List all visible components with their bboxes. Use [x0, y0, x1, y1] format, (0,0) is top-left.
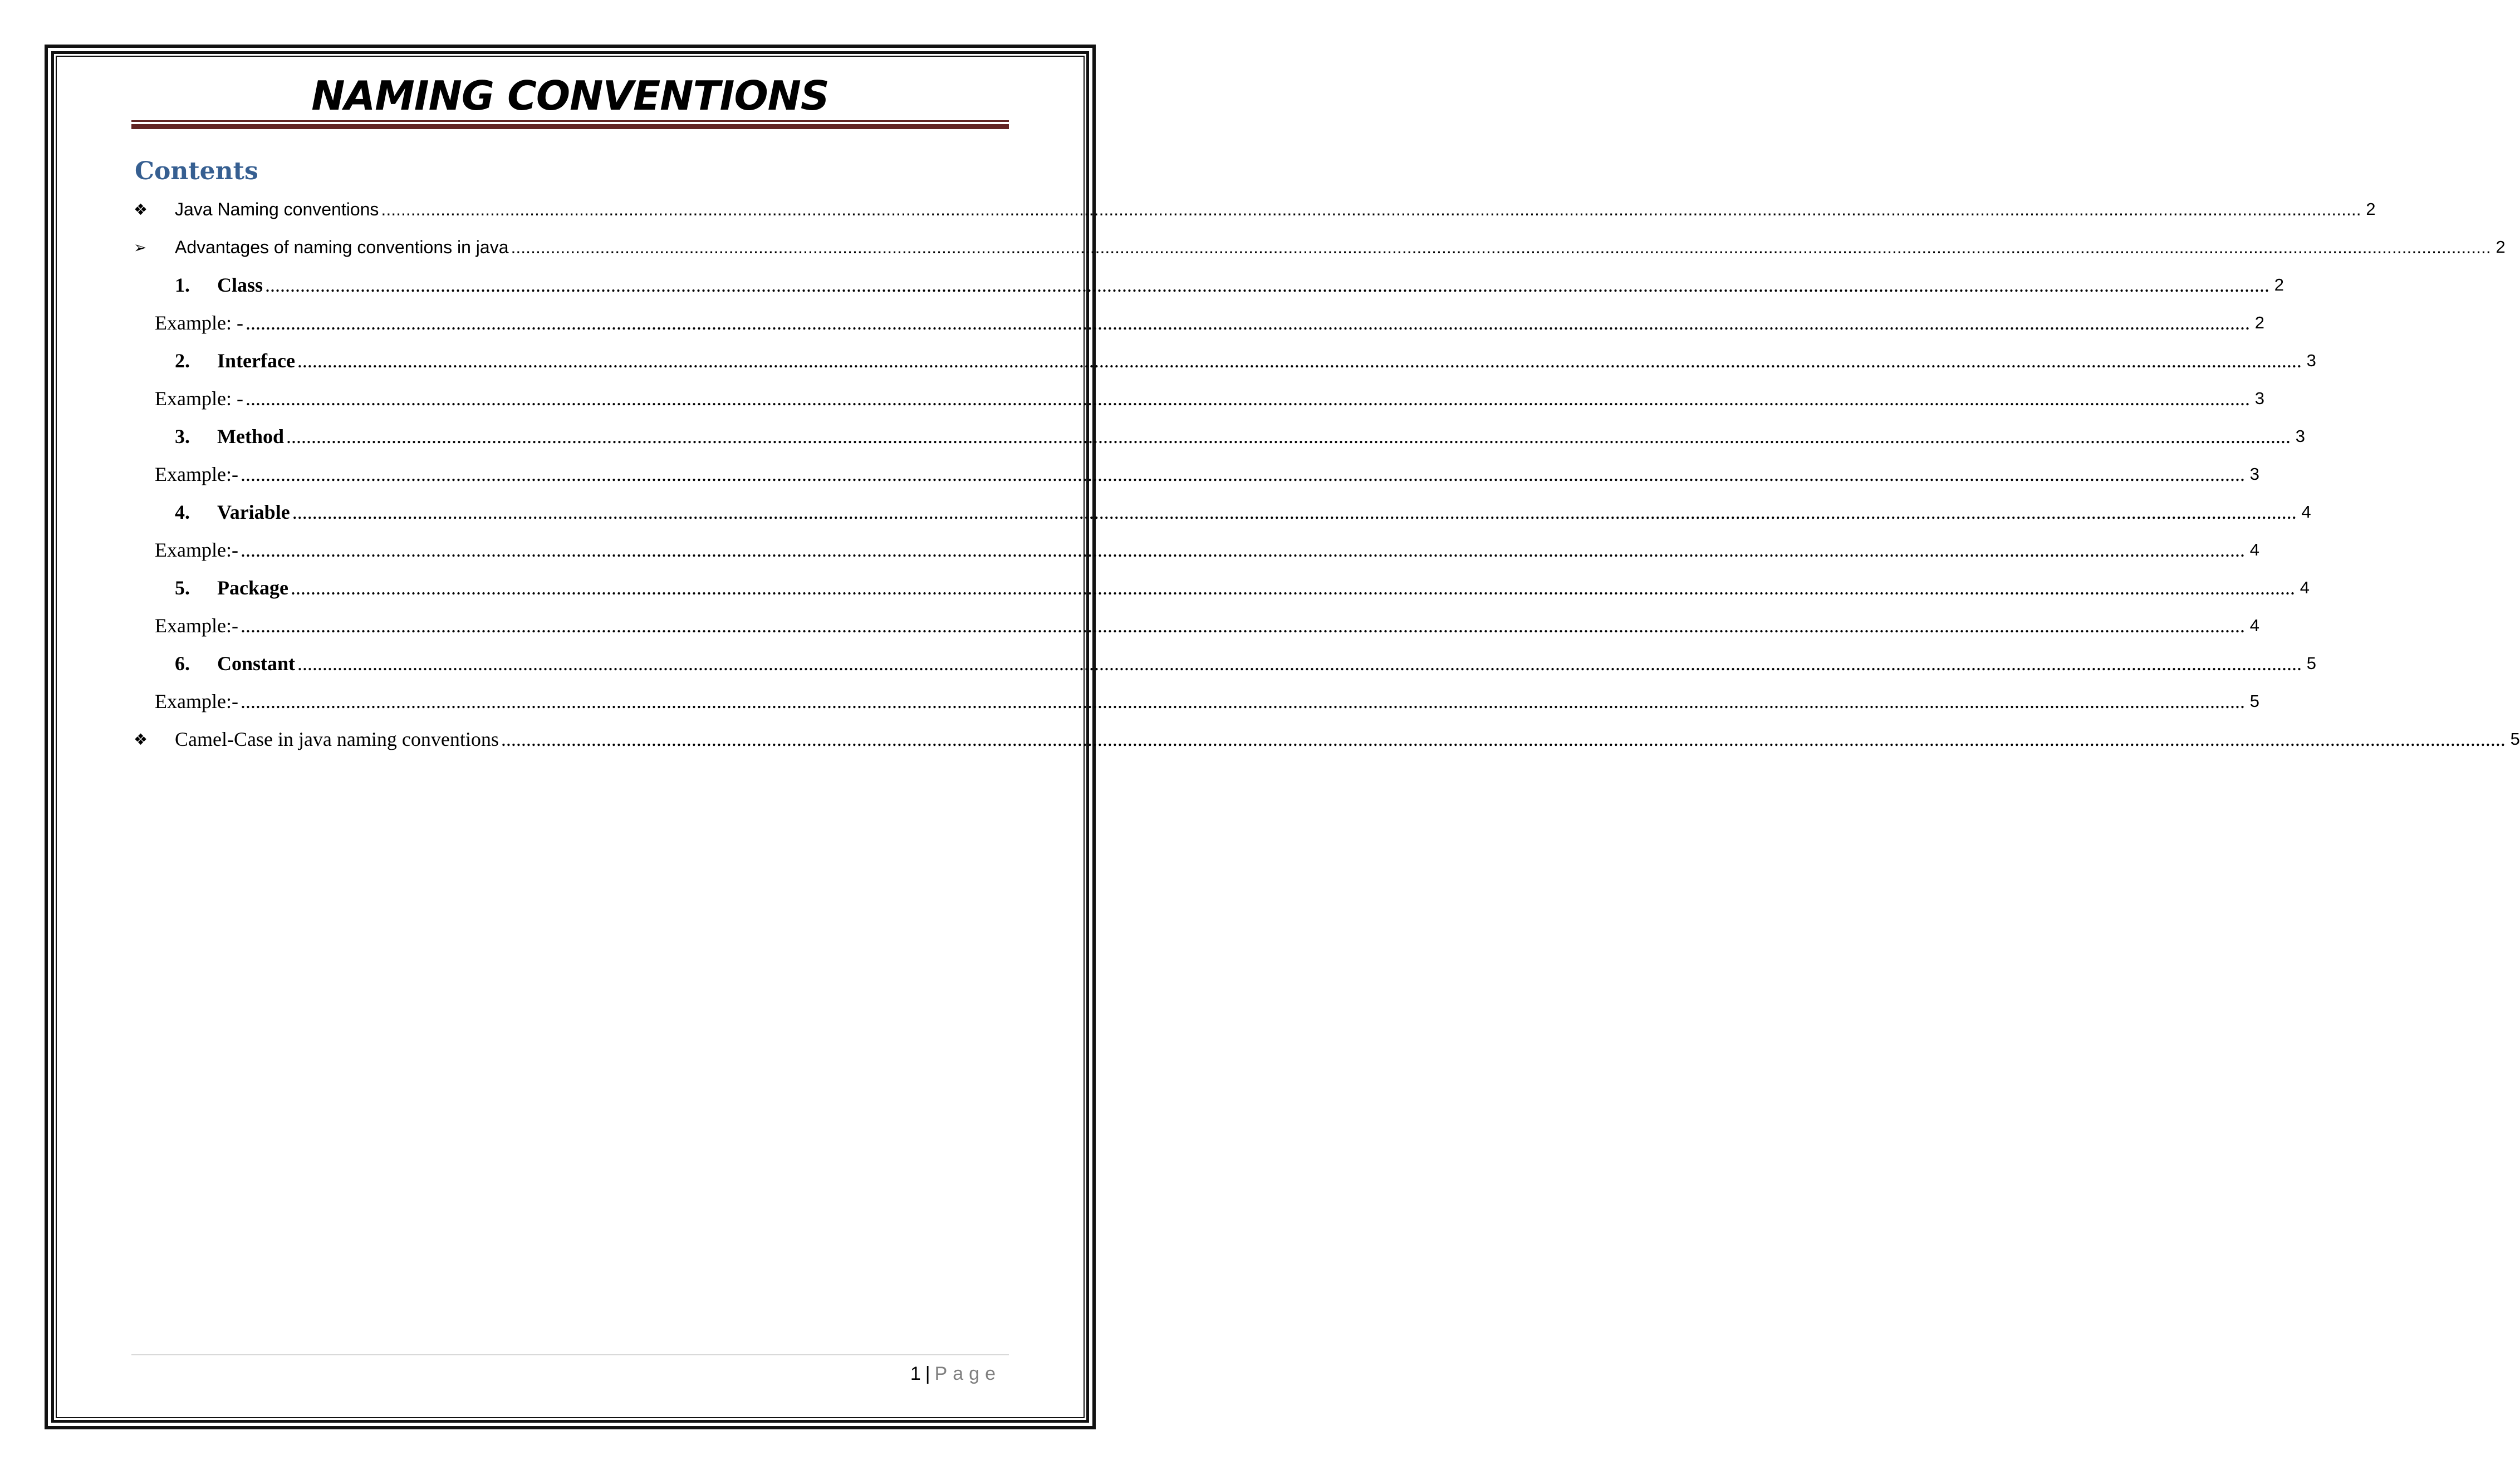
toc-leader-dots: ................................................................................................................................................................................................................................................................................................................................................................................................................: [265, 274, 2270, 296]
toc-leader-dots: ................................................................................................................................................................................................................................................................................................................................................................................................................: [501, 728, 2506, 750]
toc-entry-text: Example: -: [155, 312, 243, 334]
toc-entry-number: 6.: [175, 652, 190, 675]
toc-entry-text: Advantages of naming conventions in java: [175, 237, 509, 257]
toc-entry-text: Java Naming conventions: [175, 199, 379, 219]
toc-page-number: 4: [2301, 502, 2311, 522]
diamond-bullet-icon: ❖: [134, 200, 148, 219]
toc-leader-dots: ................................................................................................................................................................................................................................................................................................................................................................................................................: [286, 425, 2291, 448]
toc-leader-dots: ................................................................................................................................................................................................................................................................................................................................................................................................................: [381, 199, 2361, 219]
toc-entry[interactable]: [134, 529, 2259, 567]
diamond-bullet-icon: ❖: [134, 730, 148, 749]
toc-entry-text: Class: [217, 274, 263, 296]
toc-leader-dots: ................................................................................................................................................................................................................................................................................................................................................................................................................: [290, 577, 2295, 599]
toc-leader-dots: ................................................................................................................................................................................................................................................................................................................................................................................................................: [240, 614, 2245, 637]
toc-entry-text: Example:-: [155, 539, 238, 561]
toc-page-number: 2: [2254, 313, 2264, 332]
toc-entry-text: Method: [217, 425, 284, 448]
toc-leader-dots: ................................................................................................................................................................................................................................................................................................................................................................................................................: [511, 237, 2491, 257]
toc-entry-text: Example:-: [155, 463, 238, 485]
toc-page-number: 3: [2295, 426, 2305, 446]
toc-entry-text: Package: [217, 577, 288, 599]
toc-entry[interactable]: [134, 415, 2305, 453]
toc-leader-dots: ................................................................................................................................................................................................................................................................................................................................................................................................................: [240, 463, 2245, 485]
toc-entry-number: 4.: [175, 501, 190, 523]
toc-leader-dots: ................................................................................................................................................................................................................................................................................................................................................................................................................: [297, 350, 2302, 372]
toc-leader-dots: ................................................................................................................................................................................................................................................................................................................................................................................................................: [245, 312, 2250, 334]
toc-page-number: 4: [2249, 540, 2259, 559]
toc-entry-number: 2.: [175, 350, 190, 372]
toc-entry[interactable]: [134, 226, 2506, 264]
title-rule-thick: [131, 124, 1009, 129]
toc-entry-text: Example:-: [155, 690, 238, 712]
toc-page-number: 4: [2300, 578, 2310, 597]
toc-entry-number: 3.: [175, 425, 190, 448]
toc-entry-number: 5.: [175, 577, 190, 599]
toc-entry-text: Constant: [217, 652, 296, 675]
toc-page-number: 5: [2249, 691, 2259, 711]
toc-page-number: 2: [2274, 275, 2284, 294]
toc-entry[interactable]: [134, 453, 2259, 491]
toc-entry-text: Interface: [217, 350, 295, 372]
toc-entry-text: Example:-: [155, 614, 238, 637]
toc-page-number: 2: [2366, 199, 2376, 219]
toc-entry[interactable]: [134, 604, 2259, 642]
toc-page-number: 2: [2496, 237, 2506, 257]
toc-entry[interactable]: [134, 340, 2316, 377]
toc-entry[interactable]: [134, 377, 2264, 415]
toc-leader-dots: ................................................................................................................................................................................................................................................................................................................................................................................................................: [240, 690, 2245, 712]
toc-page-number: 3: [2249, 464, 2259, 484]
toc-leader-dots: ................................................................................................................................................................................................................................................................................................................................................................................................................: [240, 539, 2245, 561]
toc-page-number: 5: [2306, 653, 2317, 673]
toc-page-number: 4: [2249, 616, 2259, 635]
toc-entry[interactable]: [134, 302, 2264, 340]
title-rule-thin: [131, 120, 1009, 122]
toc-entry[interactable]: [134, 264, 2284, 302]
page-footer: [910, 1358, 1001, 1389]
toc-entry-text: Example: -: [155, 387, 243, 410]
toc-page-number: 3: [2306, 351, 2316, 370]
toc-leader-dots: ................................................................................................................................................................................................................................................................................................................................................................................................................: [297, 652, 2302, 675]
footer-page-number: 1: [910, 1363, 921, 1384]
toc-entry[interactable]: [134, 188, 2376, 226]
toc-heading: Contents: [135, 157, 258, 185]
footer-separator: |: [925, 1363, 930, 1384]
toc-entry-text: Variable: [217, 501, 290, 523]
toc-entry[interactable]: [134, 718, 2520, 756]
toc-leader-dots: ................................................................................................................................................................................................................................................................................................................................................................................................................: [292, 501, 2297, 523]
toc-entry-text: Camel-Case in java naming conventions: [175, 728, 499, 750]
document-title: NAMING CONVENTIONS: [311, 72, 829, 119]
toc-entry-number: 1.: [175, 274, 190, 296]
arrow-bullet-icon: ➢: [134, 238, 147, 257]
toc-leader-dots: ................................................................................................................................................................................................................................................................................................................................................................................................................: [245, 387, 2250, 410]
toc-page-number: 3: [2254, 389, 2264, 408]
footer-page-word: Page: [934, 1363, 1001, 1384]
toc-entry[interactable]: [134, 642, 2317, 680]
toc-entry[interactable]: [134, 680, 2259, 718]
toc-page-number: 5: [2510, 729, 2520, 749]
toc-entry[interactable]: [134, 567, 2310, 604]
footer-rule: [131, 1354, 1009, 1355]
toc-entry[interactable]: [134, 491, 2311, 529]
